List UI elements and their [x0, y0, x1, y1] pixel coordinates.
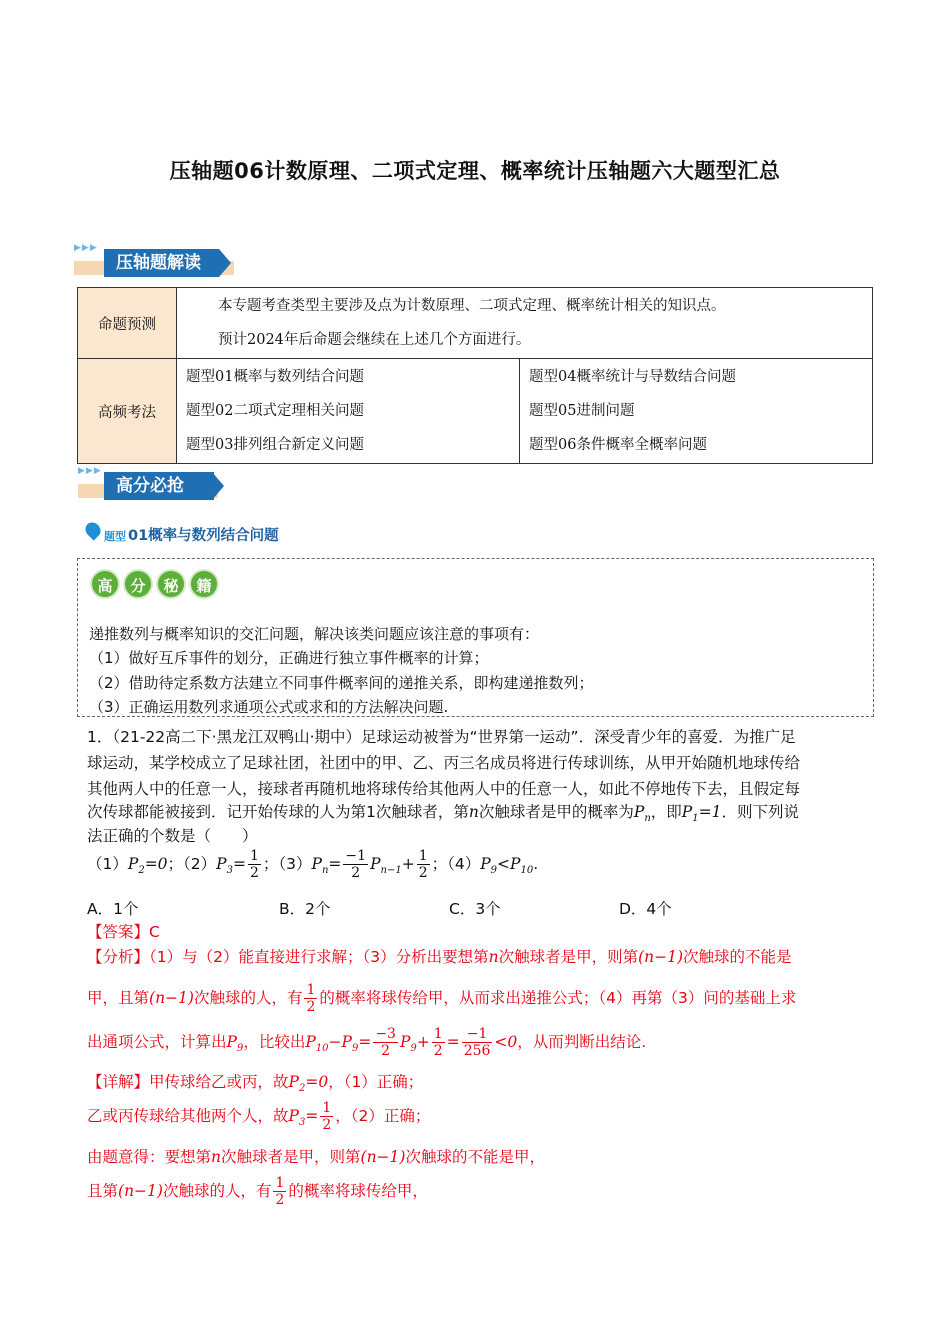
type-item: 题型02二项式定理相关问题	[186, 403, 364, 419]
row-head-prediction: 命题预测	[78, 288, 177, 359]
tips-badge-char: 籍	[189, 569, 219, 599]
option-c: C．3个	[449, 900, 501, 918]
problem-line: 球运动，某学校成立了足球社团，社团中的甲、乙、丙三名成员将进行传球训练，从甲开始随机地球传给	[87, 754, 801, 772]
prediction-cell	[177, 288, 873, 359]
banner-label: 压轴题解读	[104, 249, 219, 277]
problem-line: 其他两人中的任意一人，接球者再随机地将球传给其他两人中的任意一人，如此不停地传下去，且假定每	[87, 780, 801, 798]
tips-badge-char: 高	[90, 569, 120, 599]
type-item: 题型04概率统计与导数结合问题	[529, 369, 736, 385]
type-item: 题型06条件概率全概率问题	[529, 437, 707, 453]
option-d: D．4个	[619, 900, 672, 918]
tips-line: （1）做好互斥事件的划分，正确进行独立事件概率的计算；	[89, 649, 489, 667]
banner-label: 高分必抢	[104, 472, 214, 500]
type-item: 题型03排列组合新定义问题	[186, 437, 364, 453]
detail-line: 乙或丙传球给其他两个人，故$P_3=$ $\frac{1}{2}$ ，（2）正确；	[87, 1100, 431, 1133]
answer: 【答案】C	[87, 923, 160, 941]
row-head-frequent: 高频考法	[78, 359, 177, 464]
tips-line: 递推数列与概率知识的交汇问题，解决该类问题应该注意的事项有：	[89, 625, 540, 643]
tips-box	[77, 558, 874, 717]
prediction-line: 本专题考查类型主要涉及点为计数原理、二项式定理、概率统计相关的知识点。	[218, 298, 726, 314]
section-banner-high-score	[78, 466, 218, 500]
analysis-line: 【分析】（1）与（2）能直接进行求解；（3）分析出要想第n次触球者是甲，则第(n−1)次触球的不能是	[87, 948, 792, 966]
question-type-heading	[104, 524, 279, 545]
statements-line: $(1)P_2=0$；$(2)P_3=$ $\frac{1}{2}$ ；$(3)P_n=$ $\frac{-1}{2}$ $P_{n-1}+$ $\frac{1}{2}$ ；$(4)P_9<P_{10}$.	[87, 848, 539, 881]
question-type-tag: 题型	[104, 530, 126, 543]
analysis-line: 甲，且第(n−1)次触球的人，有 $\frac{1}{2}$ 的概率将球传给甲，从而求出递推公式；（4）再第（3）问的基础上求	[87, 982, 797, 1015]
tips-badge-char: 分	[123, 569, 153, 599]
analysis-line: 出通项公式，计算出$P_9$，比较出$P_{10}-P_9=$ $\frac{-3}{2}$ $P_9+$ $\frac{1}{2}$ = $\frac{-1}{256}$ <0，从而判断出结论.	[87, 1026, 647, 1059]
location-pin-icon	[82, 519, 103, 540]
detail-line: 且第(n−1)次触球的人，有 $\frac{1}{2}$ 的概率将球传给甲，	[87, 1175, 428, 1208]
problem-line: 法正确的个数是（ ）	[87, 827, 258, 845]
problem-line: 1．（21-22高二下·黑龙江双鸭山·期中）足球运动被誉为“世界第一运动”．深受青少年的喜爱．为推广足	[87, 728, 796, 746]
type-item: 题型05进制问题	[529, 403, 635, 419]
option-b: B．2个	[279, 900, 331, 918]
detail-line: 【详解】甲传球给乙或丙，故$P_2=0$，（1）正确；	[87, 1073, 424, 1095]
option-a: A．1个	[87, 900, 139, 918]
problem-line: 次传球都能被接到．记开始传球的人为第1次触球者，第n次触球者是甲的概率为$P_n$，即$P_1=1$．则下列说	[87, 803, 799, 825]
arrow-dots-icon: ▶▶▶	[74, 243, 98, 253]
info-table	[77, 287, 873, 464]
right-types-cell	[520, 359, 873, 464]
section-banner-interpretation	[74, 243, 234, 277]
page-title: 压轴题06计数原理、二项式定理、概率统计压轴题六大题型汇总	[169, 159, 781, 183]
arrow-dots-icon: ▶▶▶	[78, 466, 102, 476]
tips-line: （3）正确运用数列求通项公式或求和的方法解决问题.	[89, 698, 449, 716]
type-item: 题型01概率与数列结合问题	[186, 369, 364, 385]
left-types-cell	[177, 359, 520, 464]
detail-line: 由题意得：要想第n次触球者是甲，则第(n−1)次触球的不能是甲，	[87, 1148, 545, 1166]
question-type-label: 01概率与数列结合问题	[128, 528, 279, 544]
tips-badge-char: 秘	[156, 569, 186, 599]
tips-line: （2）借助待定系数方法建立不同事件概率间的递推关系，即构建递推数列；	[89, 674, 594, 692]
prediction-line: 预计2024年后命题会继续在上述几个方面进行。	[218, 332, 531, 348]
